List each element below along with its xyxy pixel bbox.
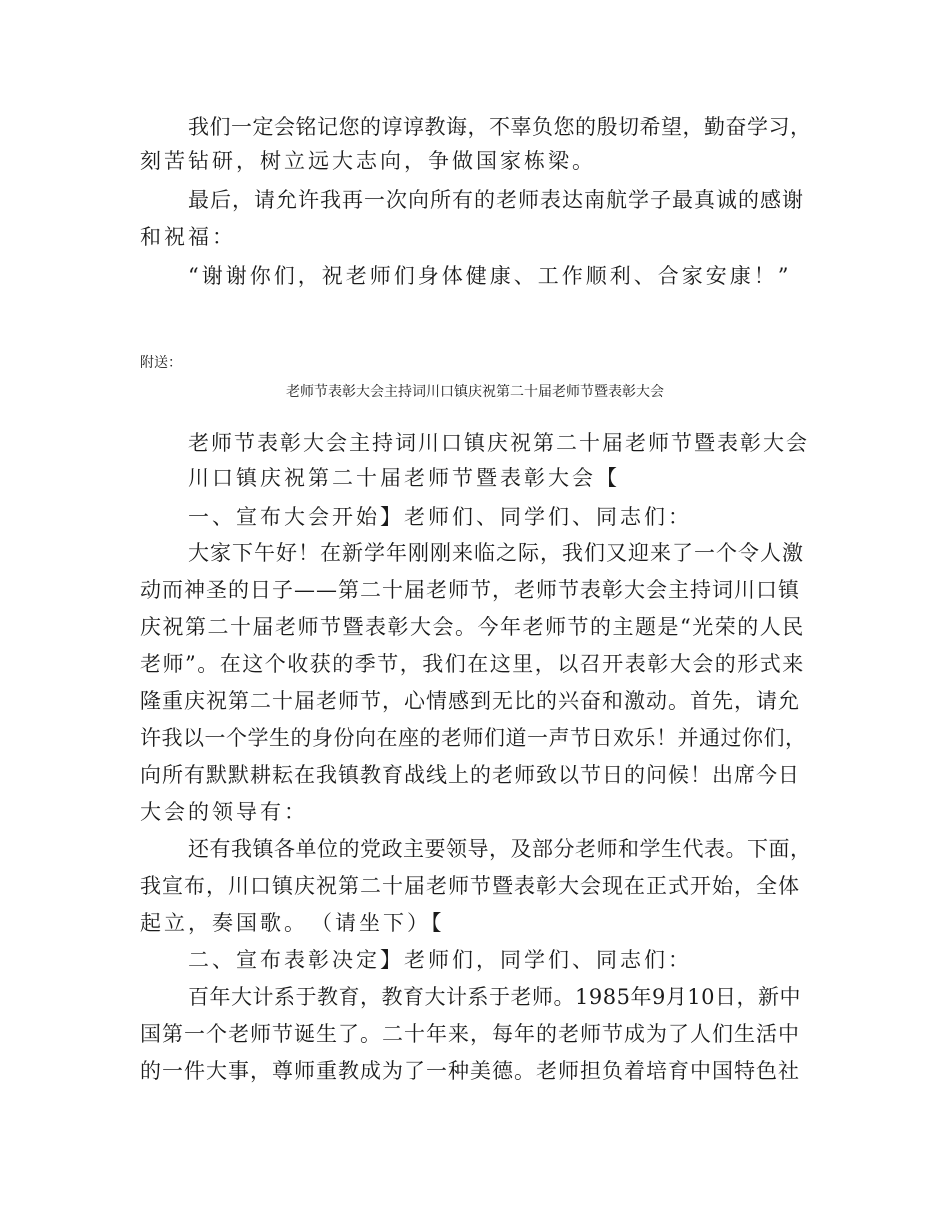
paragraph-line: 川口镇庆祝第二十届老师节暨表彰大会【 — [188, 466, 620, 490]
section-heading-line: 二、宣布表彰决定】老师们，同学们、同志们： — [188, 948, 692, 972]
paragraph-line: 和祝福： — [140, 225, 236, 249]
appendix-label: 附送： — [140, 355, 182, 371]
paragraph-line: 起立，奏国歌。 （请坐下）【 — [140, 911, 445, 935]
paragraph-line: 庆祝第二十届老师节暨表彰大会。今年老师节的主题是“光荣的人民 — [140, 615, 805, 639]
paragraph-line: 老师”。在这个收获的季节，我们在这里，以召开表彰大会的形式来 — [140, 652, 805, 676]
paragraph-line: 许我以一个学生的身份向在座的老师们道一声节日欢乐！并通过你们， — [140, 726, 807, 750]
paragraph-line: 隆重庆祝第二十届老师节，心情感到无比的兴奋和激动。首先，请允 — [140, 689, 800, 713]
paragraph-line: 我们一定会铭记您的谆谆教诲，不辜负您的殷切希望，勤奋学习， — [188, 115, 812, 139]
paragraph-line: 向所有默默耕耘在我镇教育战线上的老师致以节日的问候！出席今日 — [140, 763, 800, 787]
paragraph-line: 动而神圣的日子——第二十届老师节，老师节表彰大会主持词川口镇 — [140, 578, 800, 602]
paragraph-line: 老师节表彰大会主持词川口镇庆祝第二十届老师节暨表彰大会 — [188, 431, 809, 455]
paragraph-line: 还有我镇各单位的党政主要领导，及部分老师和学生代表。下面， — [188, 837, 812, 861]
paragraph-line: 百年大计系于教育，教育大计系于老师。1985年9月10日，新中 — [188, 985, 802, 1009]
paragraph-line: 国第一个老师节诞生了。二十年来，每年的老师节成为了人们生活中 — [140, 1022, 800, 1046]
paragraph-line: 我宣布，川口镇庆祝第二十届老师节暨表彰大会现在正式开始，全体 — [140, 874, 800, 898]
paragraph-line: 的一件大事，尊师重教成为了一种美德。老师担负着培育中国特色社 — [140, 1059, 800, 1083]
paragraph-line: 大会的领导有： — [140, 800, 308, 824]
paragraph-line: 大家下午好！在新学年刚刚来临之际，我们又迎来了一个令人激 — [188, 541, 804, 565]
quote-line: “谢谢你们，祝老师们身体健康、工作顺利、合家安康！” — [188, 264, 792, 288]
paragraph-line: 最后，请允许我再一次向所有的老师表达南航学子最真诚的感谢 — [188, 188, 804, 212]
paragraph-line: 刻苦钻研，树立远大志向，争做国家栋梁。 — [140, 149, 596, 173]
appendix-title: 老师节表彰大会主持词川口镇庆祝第二十届老师节暨表彰大会 — [286, 384, 664, 400]
section-heading-line: 一、宣布大会开始】老师们、同学们、同志们： — [188, 505, 692, 529]
